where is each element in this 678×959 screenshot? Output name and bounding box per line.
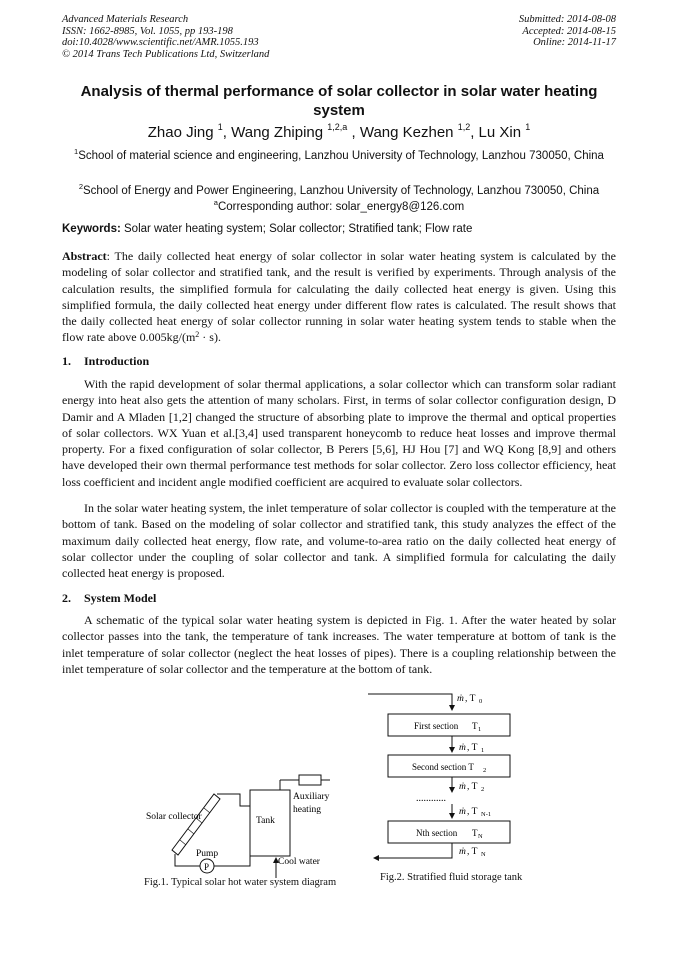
copyright: © 2014 Trans Tech Publications Ltd, Switzerland bbox=[62, 48, 270, 60]
author-list: Zhao Jing $^1$, Wang Zhiping $^{1,2,a}$ , Wang Kezhen $^{1,2}$, Lu Xin $^1$ bbox=[147, 122, 531, 141]
author-name: Zhao Jing bbox=[147, 124, 214, 141]
svg-text:, T: , T bbox=[467, 743, 478, 753]
issn: ISSN: 1662-8985, Vol. 1055, pp 193-198 bbox=[62, 25, 233, 37]
author-sup: 1 bbox=[217, 122, 223, 132]
keywords-label: Keywords: bbox=[62, 223, 121, 235]
svg-text:0: 0 bbox=[479, 698, 483, 705]
svg-text:, T: , T bbox=[467, 847, 478, 857]
affiliation-1: $^1$School of material science and engineering, Lanzhou University of Technology, Lanzhou 730050, China bbox=[74, 147, 604, 162]
svg-text:N-1: N-1 bbox=[481, 811, 492, 818]
svg-text:N: N bbox=[478, 833, 483, 840]
intro-paragraph-2: In the solar water heating system, the inlet temperature of solar collector is coupled with the temperature at the bottom of tank. Based on the modeling of solar collector and stratified tank, this study analyzes the effect of the maximum daily collected heat energy, flow rate, and volume-to-area ratio on the daily collected heat energy of solar collector under the coupling of solar collector and tank. A simplified formula for calculating the daily collected heat energy is proposed. bbox=[62, 501, 616, 581]
svg-text:2: 2 bbox=[483, 767, 487, 774]
svg-text:ṁ: ṁ bbox=[459, 743, 466, 753]
auxiliary-heater bbox=[299, 775, 321, 785]
hot-pipe bbox=[217, 794, 250, 806]
svg-text:ṁ: ṁ bbox=[457, 694, 464, 704]
inlet-flow-line bbox=[368, 694, 452, 710]
keywords bbox=[62, 222, 616, 236]
pump-symbol: P bbox=[204, 862, 210, 872]
intro-paragraph-1: With the rapid development of solar thermal applications, a solar collector which can transform solar radiant energy into heat also gets the attention of many scholars. First, in terms of solar collector configuration design, D Damir and A Mladen [1,2] changed the structure of absorbing plate to improve the thermal and optical properties of solar collectors. WX Yuan et al.[3,4] used transparent honeycomb to reduce heat losses and improve thermal property. For a fixed configuration of solar collector, B Perers [5,6], HJ Hou [7] and WQ Kong [8,9] and others have developed their own thermal performance test methods for solar collector. Zero loss collector efficiency, heat loss coefficient and incident angle modified coefficient are acquired to evaluate solar collectors. bbox=[62, 377, 616, 489]
pump-pipe bbox=[214, 856, 250, 866]
doi: doi:10.4028/www.scientific.net/AMR.1055.193 bbox=[62, 37, 259, 48]
figure-2-caption: Fig.2. Stratified fluid storage tank bbox=[380, 872, 523, 883]
svg-text:, T: , T bbox=[465, 694, 476, 704]
figure-1-caption: Fig.1. Typical solar hot water system diagram bbox=[144, 877, 337, 888]
svg-text:Nth section: Nth section bbox=[416, 828, 458, 838]
paper-title: Analysis of thermal performance of solar collector in solar water heating system bbox=[80, 83, 598, 119]
svg-text:2: 2 bbox=[481, 786, 485, 793]
svg-text:T: T bbox=[472, 828, 478, 838]
svg-text:ṁ: ṁ bbox=[459, 847, 466, 857]
dates-header bbox=[519, 14, 616, 49]
section-heading-system-model: 2. System Model bbox=[62, 591, 157, 605]
tank-label: Tank bbox=[256, 816, 275, 826]
online-date: Online: 2014-11-17 bbox=[533, 37, 616, 48]
svg-text:ṁ: ṁ bbox=[459, 782, 466, 792]
keywords-text: Solar water heating system; Solar collector; Stratified tank; Flow rate bbox=[124, 223, 473, 235]
svg-text:Second section T: Second section T bbox=[412, 762, 474, 772]
author-sup: 1,2 bbox=[457, 122, 471, 132]
journal-name: Advanced Materials Research bbox=[62, 14, 189, 25]
journal-header bbox=[62, 14, 269, 60]
submitted-date: Submitted: 2014-08-08 bbox=[518, 14, 616, 25]
cool-water-label: Cool water bbox=[278, 857, 320, 867]
svg-text:, T: , T bbox=[467, 807, 478, 817]
svg-text:, T: , T bbox=[467, 782, 478, 792]
accepted-date: Accepted: 2014-08-15 bbox=[522, 25, 616, 37]
svg-text:ṁ: ṁ bbox=[459, 807, 466, 817]
figure-2-diagram bbox=[366, 686, 526, 871]
auxiliary-label-line1: Auxiliary bbox=[293, 792, 330, 802]
author-name: Lu Xin bbox=[478, 124, 522, 141]
solar-collector-panel bbox=[172, 794, 220, 855]
svg-text:First section: First section bbox=[414, 721, 459, 731]
outlet-flow-line bbox=[374, 843, 452, 858]
auxiliary-label-line2: heating bbox=[293, 805, 321, 815]
author-sup: 1,2,a bbox=[327, 122, 348, 132]
author-sup: 1 bbox=[525, 122, 531, 132]
svg-text:1: 1 bbox=[478, 726, 482, 733]
svg-text:N: N bbox=[481, 851, 486, 858]
corresponding-author: $^a$Corresponding author: solar_energy8@126.com bbox=[213, 198, 465, 213]
svg-text:1: 1 bbox=[481, 747, 485, 754]
solar-collector-label: Solar collector bbox=[146, 812, 202, 822]
author-name: Wang Zhiping bbox=[231, 124, 324, 141]
affiliation-2: $^2$School of Energy and Power Engineering, Lanzhou University of Technology, Lanzhou 730050, China bbox=[78, 182, 600, 197]
system-model-paragraph: A schematic of the typical solar water heating system is depicted in Fig. 1. After the water heated by solar collector passes into the tank, the temperature of tank increases. The water temperature at bottom of tank is the inlet temperature of solar collector (neglect the heat losses of pipes). There is a coupling relationship between the inlet temperature of solar collector and the temperature at the bottom of tank. bbox=[62, 613, 616, 676]
ellipsis-dots: ............ bbox=[416, 793, 446, 804]
abstract-text: : The daily collected heat energy of solar collector in solar water heating system is calculated by the modeling of solar collector and stratified tank, and the result is verified by experiments. Through analysis of the calculation results, the simplified formula for calculating the daily collected heat energy is given. Using this simplified formula, the daily collected heat energy under different flow rates is calculated. The result shows that the daily collected heat energy of solar collector running in solar water heating system tends to stable when the flow rate above 0.005kg/(m bbox=[62, 249, 616, 345]
abstract-label: Abstract bbox=[62, 249, 107, 263]
author-name: Wang Kezhen bbox=[359, 124, 454, 141]
abstract: Abstract: The daily collected heat energy of solar collector in solar water heating system is calculated by the modeling of solar collector and stratified tank, and the result is verified by experiments. Through analysis of the calculation results, the simplified formula for calculating the daily collected heat energy is given. Using this simplified formula, the daily collected heat energy under different flow rates is calculated. The result shows that the daily collected heat energy of solar collector running in solar water heating system tends to stable when the flow rate above $0.005kg/(m^2 \cdot s)$. bbox=[62, 249, 616, 345]
section-heading-introduction: 1. Introduction bbox=[62, 354, 150, 368]
svg-text:T: T bbox=[472, 721, 478, 731]
pump-label: Pump bbox=[196, 849, 219, 859]
